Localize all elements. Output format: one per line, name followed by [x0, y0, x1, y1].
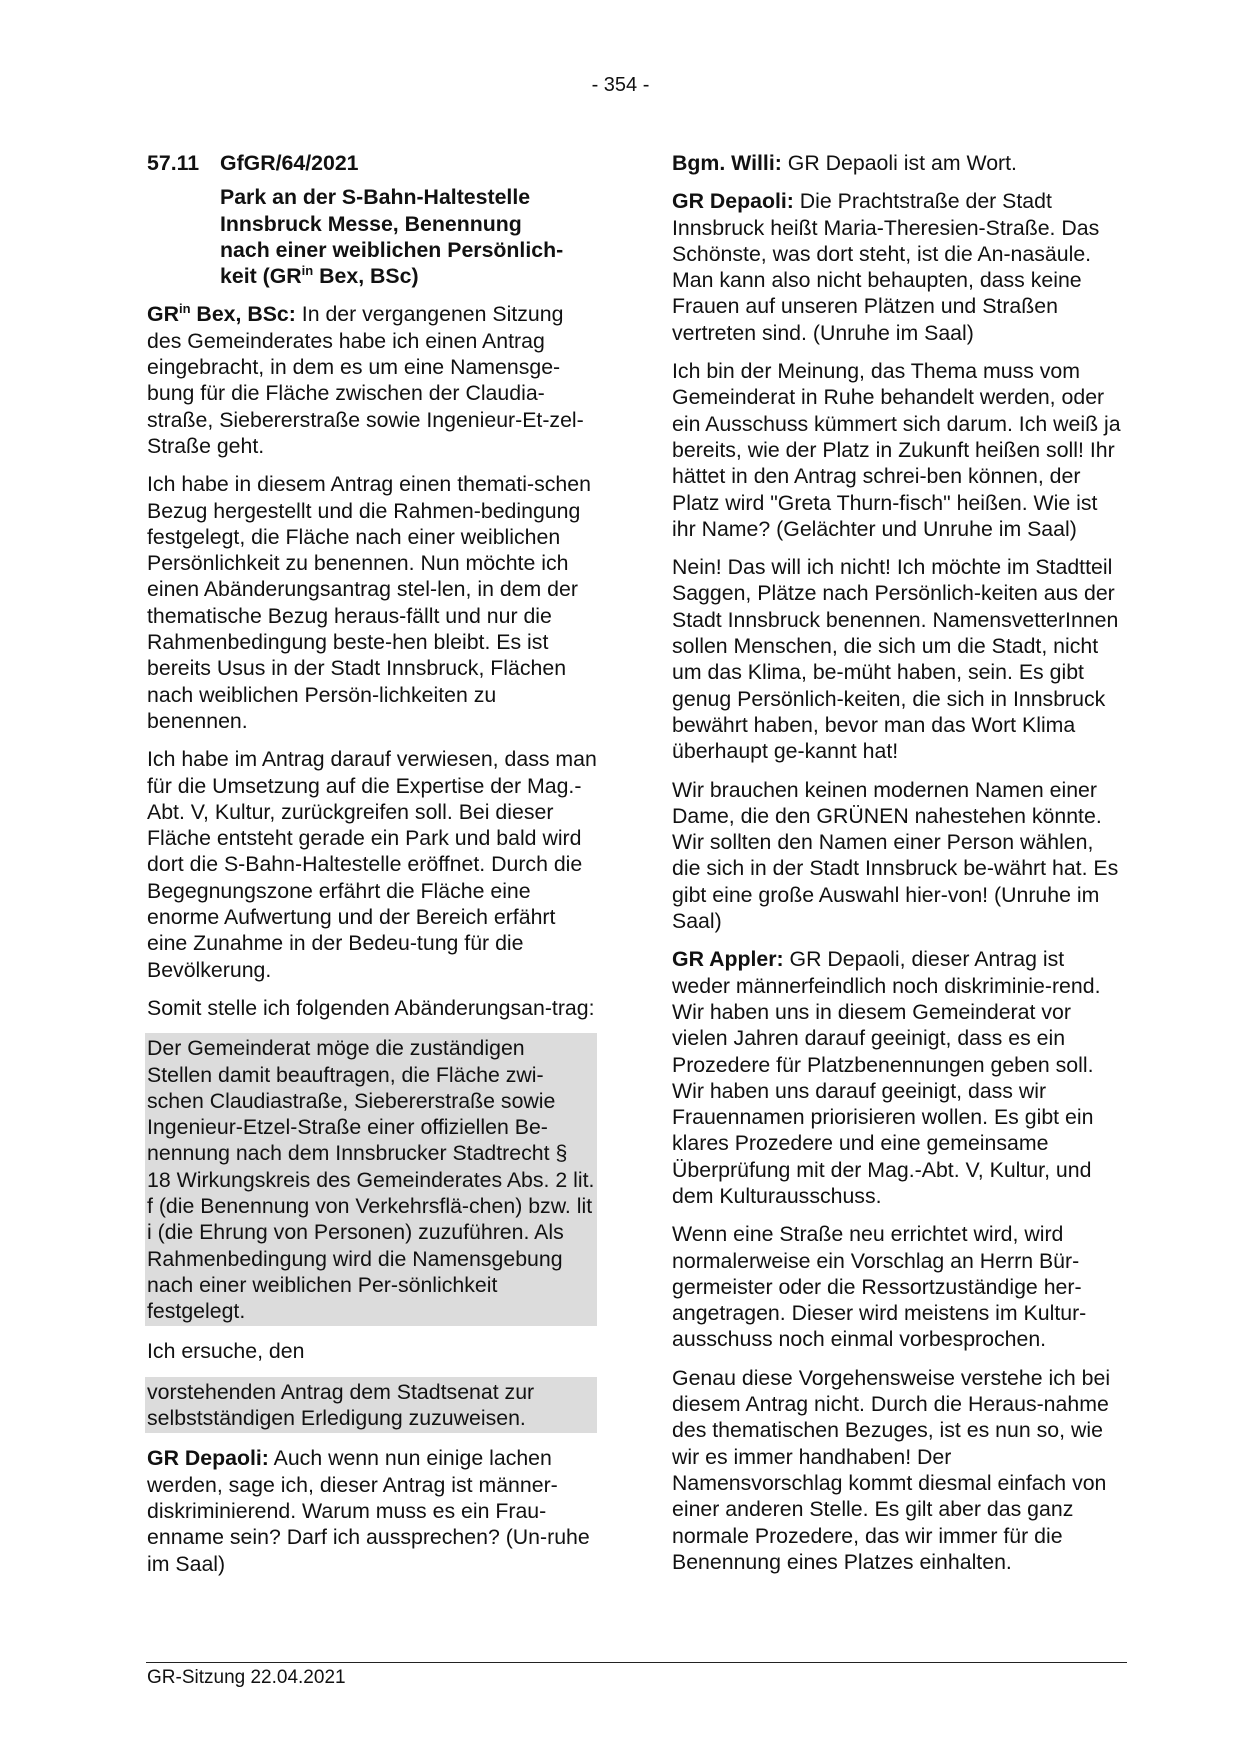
request-text: vorstehenden Antrag dem Stadtsenat zur selbstständigen Erledigung zuzuweisen.	[145, 1377, 597, 1434]
paragraph	[147, 1445, 597, 1576]
speaker-name: GR Depaoli:	[672, 189, 794, 214]
agenda-title-line: keit (GR	[220, 264, 302, 289]
paragraph	[147, 301, 597, 459]
agenda-heading	[147, 150, 597, 176]
paragraph: Genau diese Vorgehensweise verstehe ich bei diesem Antrag nicht. Durch die Heraus-nahme des thematischen Bezuges, ist es nun so, wie wir es immer handhaben! Der Namensvorschlag kommt diesmal einfach von einer anderen Stelle. Es gilt aber das ganz normale Prozedere, das wir immer für die Benennung eines Platzes einhalten.	[672, 1365, 1111, 1574]
paragraph: Ich habe im Antrag darauf verwiesen, dass man für die Umsetzung auf die Expertise der Mag.-Abt. V, Kultur, zurückgreifen soll. Bei dieser Fläche entsteht gerade ein Park und bald wird dort die S-Bahn-Haltestelle eröffnet. Durch die Begegnungszone erfährt die Fläche eine enorme Aufwertung und der Bereich erfährt eine Zunahme in der Bedeu-tung für die Bevölkerung.	[147, 747, 597, 982]
paragraph: Ich ersuche, den	[147, 1339, 305, 1364]
paragraph-text: GR Depaoli ist am Wort.	[781, 151, 1017, 175]
paragraph: Nein! Das will ich nicht! Ich möchte im Stadtteil Saggen, Plätze nach Persönlich-keiten aus der Stadt Innsbruck benennen. NamensvetterInnen sollen Menschen, die sich um die Stadt, nicht um das Klima, be-müht haben, sein. Es gibt genug Persönlich-keiten, die sich in Innsbruck bewährt haben, bevor man das Wort Klima überhaupt ge-kannt hat!	[672, 555, 1119, 764]
paragraph: Wenn eine Straße neu errichtet wird, wird normalerweise ein Vorschlag an Herrn Bür-germeister oder die Ressortzuständige her-angetragen. Dieser wird meistens im Kultur-ausschuss noch einmal vorbesprochen.	[672, 1222, 1087, 1352]
paragraph-text: In der vergangenen Sitzung des Gemeinderates habe ich einen Antrag eingebracht, in dem es um eine Namensge-bung für die Fläche zwischen der Claudia-straße, Siebererstraße sowie Ingenieur-Et-zel-Straße geht.	[147, 302, 584, 458]
paragraph-text: Die Prachtstraße der Stadt Innsbruck heißt Maria-Theresien-Straße. Das Schönste, was dort steht, ist die An-nasäule. Man kann also nicht behaupten, dass keine Frauen auf unseren Plätzen und Straßen vertreten sind. (Unruhe im Saal)	[672, 189, 1100, 345]
speaker-name: GR Depaoli:	[147, 1446, 269, 1471]
agenda-title-line: Bex, BSc)	[313, 264, 419, 289]
agenda-number: 57.11	[147, 151, 200, 175]
right-column	[672, 150, 1122, 1587]
paragraph	[672, 150, 1122, 176]
page-number: - 354 -	[591, 74, 650, 96]
paragraph	[672, 188, 1122, 346]
paragraph: Somit stelle ich folgenden Abänderungsan-trag:	[147, 995, 595, 1020]
footer-text: GR-Sitzung 22.04.2021	[147, 1667, 346, 1688]
paragraph	[672, 946, 1122, 1209]
paragraph: Ich habe in diesem Antrag einen themati-schen Bezug hergestellt und die Rahmen-bedingung festgelegt, die Fläche nach einer weiblichen Persönlichkeit zu benennen. Nun möchte ich einen Abänderungsantrag stel-len, in dem der thematische Bezug heraus-fällt und nur die Rahmenbedingung beste-hen bleibt. Es ist bereits Usus in der Stadt Innsbruck, Flächen nach weiblichen Persön-lichkeiten zu benennen.	[147, 472, 591, 733]
paragraph-text: GR Depaoli, dieser Antrag ist weder männerfeindlich noch diskriminie-rend. Wir haben uns in diesem Gemeinderat vor vielen Jahren darauf geeinigt, dass es ein Prozedere für Platzbenennungen geben soll. Wir haben uns darauf geeinigt, dass wir Frauennamen priorisieren wollen. Es gibt ein klares Prozedere und eine gemeinsame Überprüfung mit der Mag.-Abt. V, Kultur, und dem Kulturausschuss.	[672, 947, 1101, 1208]
agenda-title-line: nach einer weiblichen Persönlich-	[220, 237, 564, 262]
speaker-name: $GR^{in}$ Bex, BSc:	[147, 301, 296, 327]
left-column	[147, 150, 597, 1589]
agenda-title	[220, 184, 597, 289]
motion-text: Der Gemeinderat möge die zuständigen Stellen damit beauftragen, die Fläche zwi-schen Claudiastraße, Siebererstraße sowie Ingenieur-Etzel-Straße einer offiziellen Be-nennung nach dem Innsbrucker Stadtrecht § 18 Wirkungskreis des Gemeinderates Abs. 2 lit. f (die Benennung von Verkehrsflä-chen) bzw. lit i (die Ehrung von Personen) zuzuführen. Als Rahmenbedingung wird die Namensgebung nach einer weiblichen Per-sönlichkeit festgelegt.	[145, 1033, 597, 1326]
speaker-name: Bgm. Willi:	[672, 151, 782, 175]
paragraph: Ich bin der Meinung, das Thema muss vom Gemeinderat in Ruhe behandelt werden, oder ein Ausschuss kümmert sich darum. Ich weiß ja bereits, wie der Platz in Zukunft heißen soll! Ihr hättet in den Antrag schrei-ben können, der Platz wird "Greta Thurn-fisch" heißen. Wie ist ihr Name? (Gelächter und Unruhe im Saal)	[672, 359, 1121, 541]
speaker-name: GR Appler:	[672, 947, 784, 972]
paragraph-text: Auch wenn nun einige lachen werden, sage ich, dieser Antrag ist männer-diskriminierend. Warum muss es ein Frau-enname sein? Darf ich aussprechen? (Un-ruhe im Saal)	[147, 1446, 590, 1576]
agenda-title-line: Park an der S-Bahn-Haltestelle	[220, 185, 531, 210]
paragraph: Wir brauchen keinen modernen Namen einer Dame, die den GRÜNEN nahestehen könnte. Wir sollten den Namen einer Person wählen, die sich in der Stadt Innsbruck be-währt hat. Es gibt eine große Auswahl hier-von! (Unruhe im Saal)	[672, 777, 1119, 934]
agenda-reference: GfGR/64/2021	[220, 151, 359, 175]
footer-divider	[146, 1662, 1127, 1663]
agenda-title-superscript: in	[301, 263, 314, 279]
agenda-title-line: Innsbruck Messe, Benennung	[220, 211, 522, 236]
